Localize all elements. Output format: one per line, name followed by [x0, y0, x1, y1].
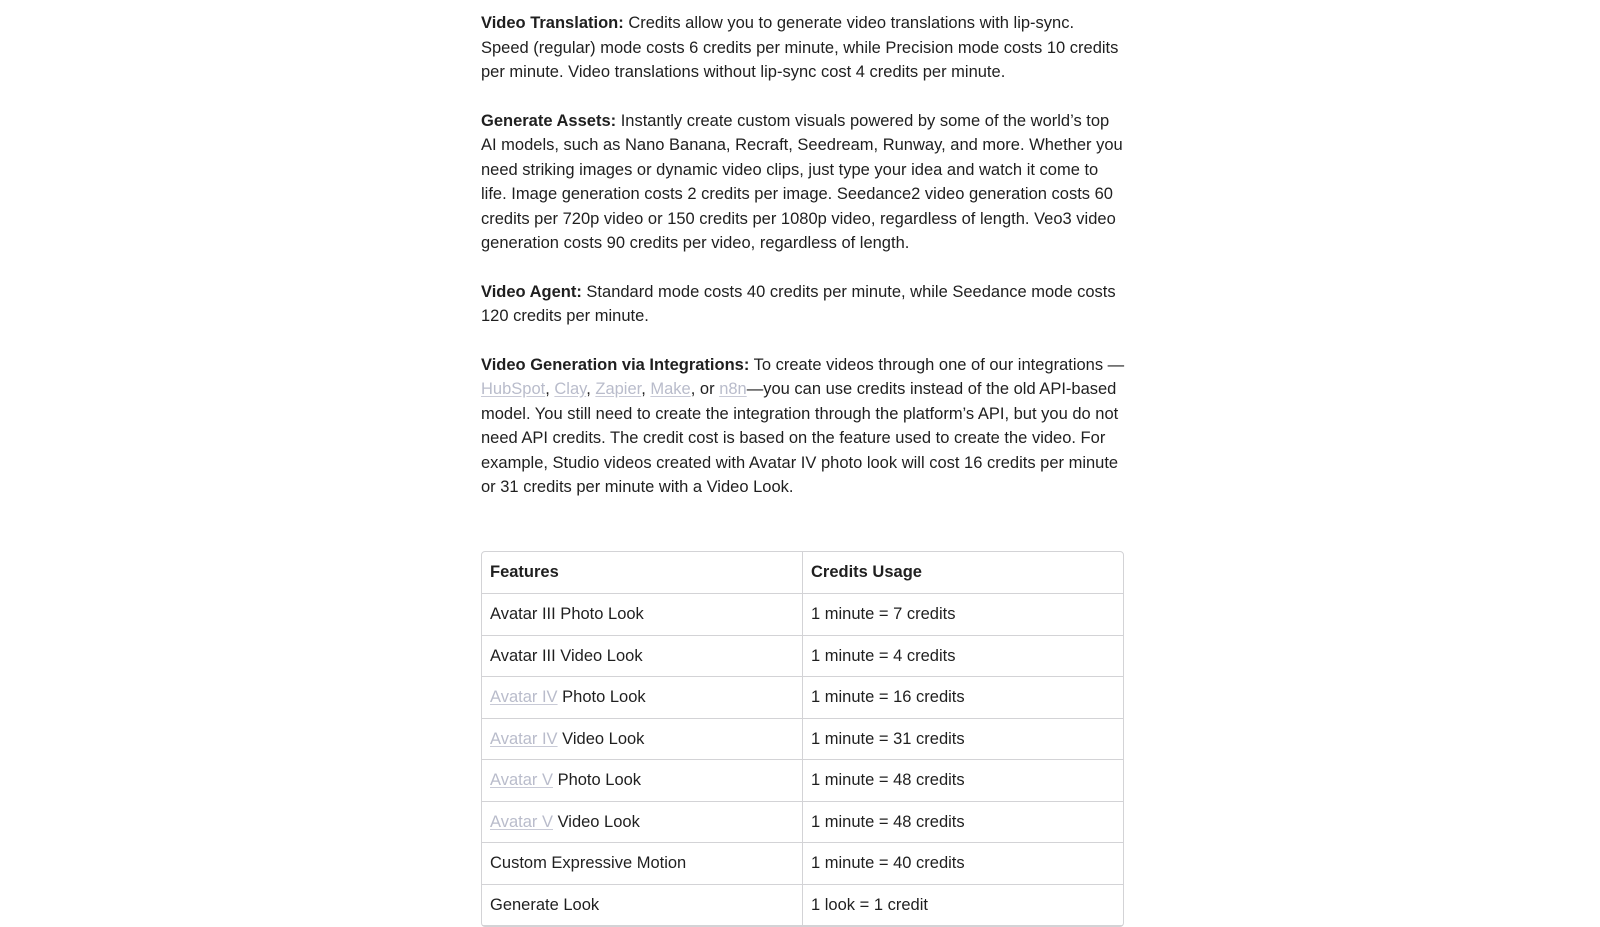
paragraph-heading: Video Generation via Integrations: — [481, 355, 750, 374]
feature-cell — [482, 594, 803, 636]
table-row — [482, 885, 1123, 927]
credits-usage-cell: 1 minute = 7 credits — [803, 594, 1123, 636]
paragraph-video-translation — [481, 11, 1125, 85]
paragraph-heading: Generate Assets: — [481, 111, 617, 130]
separator: , or — [690, 380, 720, 398]
feature-cell — [482, 719, 803, 761]
feature-cell — [482, 677, 803, 719]
article-body — [481, 11, 1125, 524]
table-row — [482, 719, 1123, 761]
paragraph-heading: Video Translation: — [481, 14, 624, 32]
table-row — [482, 677, 1123, 719]
feature-label: Video Look — [552, 812, 640, 831]
separator: , — [545, 380, 555, 398]
paragraph-video-agent — [481, 280, 1125, 329]
feature-cell — [482, 636, 803, 678]
table-row — [482, 594, 1123, 636]
column-header-features: Features — [482, 552, 803, 594]
feature-cell — [482, 885, 803, 927]
paragraph-integrations — [481, 353, 1125, 500]
link-zapier[interactable]: Zapier — [595, 380, 642, 398]
paragraph-text: Instantly create custom visuals powered by some of the world’s top AI models, such as Nano Banana, Recraft, Seedream, Runway, and more. Whether you need striking images or dynamic video clips, just type your idea and watch it come to life. Image generation costs 2 credits per image. Seedance2 video generation costs 60 credits per 720p video or 150 credits per 1080p video, regardless of length. Veo3 video generation costs 90 credits per video, regardless of length. — [481, 111, 1123, 252]
paragraph-generate-assets — [481, 109, 1125, 256]
link-make[interactable]: Make — [650, 380, 691, 398]
credits-usage-cell: 1 minute = 4 credits — [803, 636, 1123, 678]
paragraph-text: Credits allow you to generate video translations with lip-sync. Speed (regular) mode costs 6 credits per minute, while Precision mode costs 10 credits per minute. Video translations without lip-sync cost 4 credits per minute. — [481, 14, 1119, 81]
feature-label: Avatar III Photo Look — [490, 605, 644, 623]
feature-label: Custom Expressive Motion — [490, 854, 687, 872]
credits-usage-cell: 1 minute = 31 credits — [803, 719, 1123, 761]
table-row — [482, 802, 1123, 844]
feature-link[interactable]: Avatar IV — [490, 688, 558, 706]
table-header-row — [482, 552, 1123, 594]
feature-label: Photo Look — [557, 688, 646, 706]
feature-label: Photo Look — [552, 771, 642, 789]
table-body — [482, 594, 1123, 926]
feature-link[interactable]: Avatar V — [490, 771, 553, 789]
feature-cell — [482, 802, 803, 844]
credits-usage-cell: 1 minute = 48 credits — [803, 802, 1123, 844]
feature-link[interactable]: Avatar IV — [490, 729, 558, 748]
credits-usage-cell: 1 minute = 40 credits — [803, 843, 1123, 885]
table-row — [482, 760, 1123, 802]
feature-label: Video Look — [557, 729, 645, 748]
link-clay[interactable]: Clay — [554, 380, 587, 398]
link-n8n[interactable]: n8n — [719, 380, 747, 398]
separator: , — [641, 380, 651, 398]
credits-usage-cell: 1 minute = 16 credits — [803, 677, 1123, 719]
credits-usage-cell: 1 look = 1 credit — [803, 885, 1123, 927]
table-row — [482, 636, 1123, 678]
feature-cell — [482, 760, 803, 802]
paragraph-text: —you can use credits instead of the old API-based model. You still need to create the integration through the platform’s API, but you do not need API credits. The credit cost is based on the feature used to create the video. For example, Studio videos created with Avatar IV photo look will cost 16 credits per minute or 31 credits per minute with a Video Look. — [481, 380, 1119, 496]
link-hubspot[interactable]: HubSpot — [481, 380, 546, 398]
feature-label: Avatar III Video Look — [490, 646, 643, 665]
table-row — [482, 843, 1123, 885]
paragraph-heading: Video Agent: — [481, 282, 582, 301]
paragraph-text: Standard mode costs 40 credits per minute, while Seedance mode costs 120 credits per minute. — [481, 282, 1116, 325]
column-header-credits-usage: Credits Usage — [803, 552, 1123, 594]
separator: , — [586, 380, 596, 398]
credits-table — [481, 551, 1124, 927]
credits-usage-cell: 1 minute = 48 credits — [803, 760, 1123, 802]
paragraph-text: To create videos through one of our integrations — — [749, 355, 1125, 374]
feature-link[interactable]: Avatar V — [490, 812, 553, 831]
feature-cell — [482, 843, 803, 885]
feature-label: Generate Look — [490, 895, 600, 914]
